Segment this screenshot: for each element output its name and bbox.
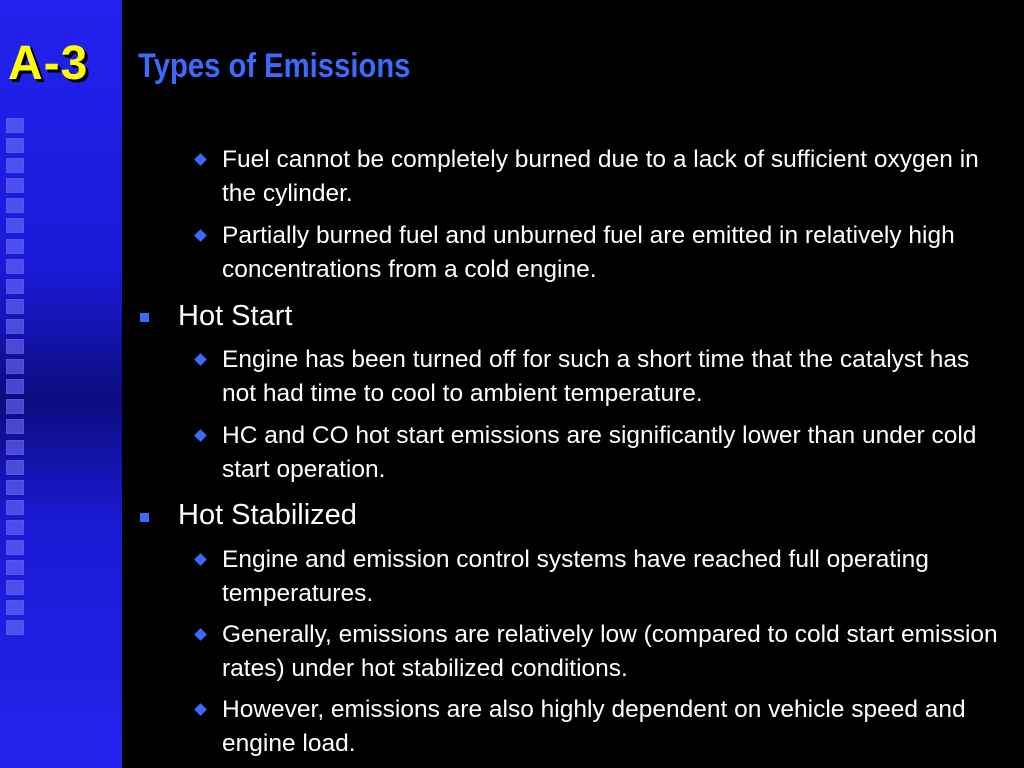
bullet-text: However, emissions are also highly dependent on vehicle speed and engine load. xyxy=(222,696,966,757)
bullet-text: Partially burned fuel and unburned fuel are emitted in relatively high concentrations from a cold engine. xyxy=(222,222,955,283)
diamond-bullet-icon xyxy=(194,553,207,566)
bullet-text: HC and CO hot start emissions are significantly lower than under cold start operation. xyxy=(222,422,977,483)
slide-logo: A-3 xyxy=(8,37,89,90)
bullet-text: Fuel cannot be completely burned due to a lack of sufficient oxygen in the cylinder. xyxy=(222,146,979,207)
bullet-text: Engine and emission control systems have reached full operating temperatures. xyxy=(222,546,929,607)
section-heading: Hot Start xyxy=(178,300,293,332)
square-bullet-icon xyxy=(140,513,149,522)
diamond-bullet-icon xyxy=(194,153,207,166)
diamond-bullet-icon xyxy=(194,703,207,716)
bullet-text: Generally, emissions are relatively low (compared to cold start emission rates) under hot stabilized conditions. xyxy=(222,621,998,682)
section-heading: Hot Stabilized xyxy=(178,499,357,531)
diamond-bullet-icon xyxy=(194,353,207,366)
diamond-bullet-icon xyxy=(194,628,207,641)
diamond-bullet-icon xyxy=(194,229,207,242)
square-bullet-icon xyxy=(140,313,149,322)
diamond-bullet-icon xyxy=(194,429,207,442)
bullet-text: Engine has been turned off for such a short time that the catalyst has not had time to cool to ambient temperature. xyxy=(222,346,970,407)
slide-title: Types of Emissions xyxy=(138,47,411,85)
